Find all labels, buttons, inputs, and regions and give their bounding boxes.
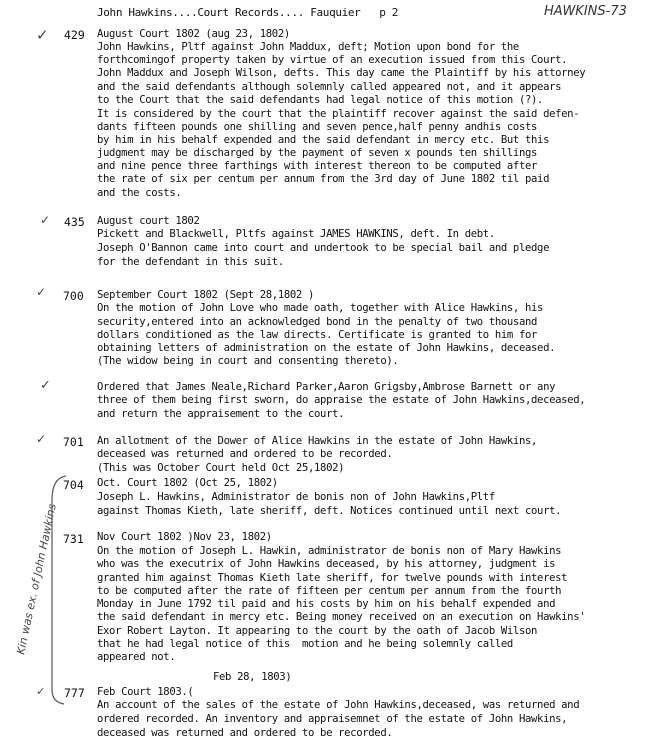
check-mark-icon: ✓ <box>36 26 49 44</box>
entry-line: who was the executrix of John Hawkins deceased, by his attorney, judgment is <box>97 558 556 570</box>
entry-number: 731 <box>63 532 84 546</box>
entry-line: John Maddux and Joseph Wilson, defts. This day came the Plaintiff by his attorney <box>97 67 586 79</box>
entry-line: to the Court that the said defendants had legal notice of this motion (?). <box>97 94 544 106</box>
entry-line: security,entered into an acknowledged bond in the penalty of two thousand <box>97 316 538 328</box>
entry-number: 700 <box>63 289 84 303</box>
entry-line: An allotment of the Dower of Alice Hawkins in the estate of John Hawkins, <box>97 435 538 447</box>
entry-line: deceased was returned and ordered to be recorded. <box>97 448 393 460</box>
entry-line: Ordered that James Neale,Richard Parker,Aaron Grigsby,Ambrose Barnett or any <box>97 381 556 393</box>
entry-line: On the motion of Joseph L. Hawkin, administrator de bonis non of Mary Hawkins <box>97 545 562 557</box>
check-mark-icon: ✓ <box>40 378 51 393</box>
entry-line: the rate of six per centum per annum from the 3rd day of June 1802 til paid <box>97 173 550 185</box>
entry-line: appeared not. <box>97 651 176 663</box>
entry-line: John Hawkins, Pltf against John Maddux, deft; Motion upon bond for the <box>97 41 519 53</box>
entry-line: judgment may be discharged by the payment of seven x pounds ten shillings <box>97 147 538 159</box>
entry-line: On the motion of John Love who made oath, together with Alice Hawkins, his <box>97 302 544 314</box>
entry-line: It is considered by the court that the plaintiff recover against the said defen- <box>97 108 580 120</box>
entry-line: forthcomingof property taken by virtue of an execution issued from this Court. <box>97 54 568 66</box>
entry-line: for the defendant in this suit. <box>97 256 284 268</box>
entry-line: Joseph L. Hawkins, Administrator de bonis non of John Hawkins,Pltf <box>97 491 495 503</box>
entry-line: Joseph O'Bannon came into court and undertook to be special bail and pledge <box>97 242 550 254</box>
entry-line: dollars conditioned as the law directs. Certificate is granted to him for <box>97 329 538 341</box>
entry-line: (The widow being in court and consenting thereto). <box>97 355 399 367</box>
entry-number: 777 <box>64 686 85 700</box>
entry-line: Feb Court 1803.( <box>97 686 194 698</box>
entry-line: ordered recorded. An inventory and appraisemnet of the estate of John Hawkins, <box>97 713 568 725</box>
entry-line: August court 1802 <box>97 215 200 227</box>
entry-line: to be computed after the rate of fifteen per centum per annum from the fourth <box>97 585 562 597</box>
check-mark-icon: ✓ <box>36 685 46 698</box>
entry-line: Monday in June 1792 til paid and his costs by him on his behalf expended and <box>97 598 556 610</box>
entry-number: 701 <box>63 435 84 449</box>
entry-line: the said defendant in mercy etc. Being money received on an execution on Hawkins' <box>97 611 586 623</box>
entry-line: An account of the sales of the estate of John Hawkins,deceased, was returned and <box>97 699 580 711</box>
entry-line: dants fifteen pounds one shilling and seven pence,half penny andhis costs <box>97 121 538 133</box>
entry-line: Exor Robert Layton. It appearing to the court by the oath of Jacob Wilson <box>97 625 538 637</box>
entry-date-annotation: Feb 28, 1803) <box>213 671 292 683</box>
entry-line: obtaining letters of administration on the estate of John Hawkins, deceased. <box>97 342 556 354</box>
margin-handwritten-note: Kin was ex. of John Hawkins <box>14 502 59 656</box>
entry-line: deceased was returned and ordered to be recorded. <box>97 727 393 739</box>
entry-number: 429 <box>64 28 85 42</box>
entry-line: and the said defendants although solemnly called appeared not, and it appears <box>97 81 562 93</box>
handwritten-page-tag: HAWKINS-73 <box>544 4 627 19</box>
check-mark-icon: ✓ <box>40 213 51 227</box>
entry-line: August Court 1802 (aug 23, 1802) <box>97 28 290 40</box>
entry-line: and nine pence three farthings with interest thereon to be computed after <box>97 160 538 172</box>
entry-line: Oct. Court 1802 (Oct 25, 1802) <box>97 477 278 489</box>
entry-line: (This was October Court held Oct 25,1802) <box>97 462 345 474</box>
entry-line: and return the appraisement to the court. <box>97 408 345 420</box>
page-header-title: John Hawkins....Court Records.... Fauquier p 2 <box>97 6 399 19</box>
entry-line: Nov Court 1802 )Nov 23, 1802) <box>97 531 272 543</box>
entry-line: by him in his behalf expended and the said defendant in mercy etc. But this <box>97 134 550 146</box>
entry-line: September Court 1802 (Sept 28,1802 ) <box>97 289 315 301</box>
entry-line: three of them being first sworn, do appraise the estate of John Hawkins,deceased, <box>97 394 586 406</box>
entry-line: against Thomas Kieth, late sheriff, deft. Notices continued until next court. <box>97 505 562 517</box>
entry-line: granted him against Thomas Kieth late sheriff, for twelve pounds with interest <box>97 572 568 584</box>
entry-line: and the costs. <box>97 187 182 199</box>
check-mark-icon: ✓ <box>36 432 47 446</box>
check-mark-icon: ✓ <box>36 285 47 299</box>
entry-line: Pickett and Blackwell, Pltfs against JAMES HAWKINS, deft. In debt. <box>97 228 495 240</box>
entry-number: 704 <box>63 478 84 492</box>
entry-number: 435 <box>64 215 85 229</box>
entry-line: that he had legal notice of this motion and he being solemnly called <box>97 638 513 650</box>
